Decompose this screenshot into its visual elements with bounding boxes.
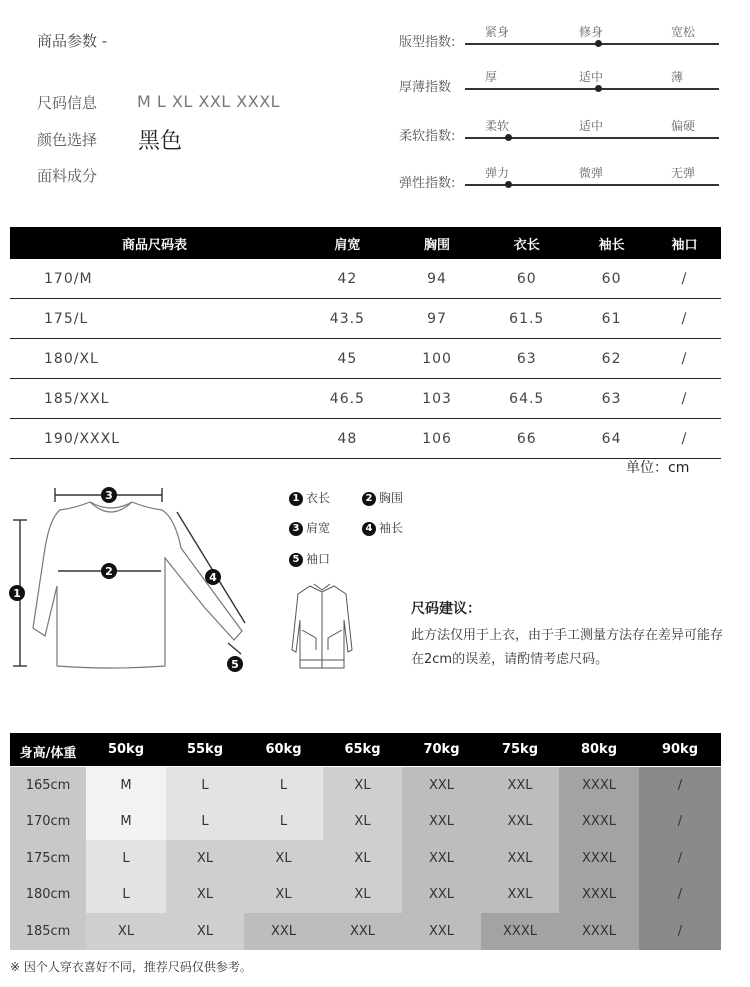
index-option: 柔软 <box>485 119 510 133</box>
fabric-label: 面料成分 <box>37 167 98 185</box>
index-label: 柔软指数: <box>399 129 456 144</box>
size-table-col-header: 衣长 <box>478 227 575 259</box>
table-cell: / <box>648 419 721 459</box>
index-marker-icon <box>505 181 512 188</box>
index-option: 紧身 <box>485 25 510 39</box>
table-cell: / <box>648 299 721 339</box>
recommend-cell: / <box>639 804 721 841</box>
params-title: 商品参数 - <box>37 32 108 50</box>
index-option: 适中 <box>579 119 604 133</box>
index-option: 宽松 <box>671 25 696 39</box>
index-track <box>465 137 719 139</box>
table-cell: 180/XL <box>10 339 299 379</box>
recommend-cell: XL <box>166 877 244 914</box>
index-marker-icon <box>505 134 512 141</box>
index-option: 弹力 <box>485 166 510 180</box>
index-option: 微弹 <box>579 166 604 180</box>
table-cell: 61.5 <box>478 299 575 339</box>
recommend-cell: L <box>166 804 244 841</box>
recommend-cell: XL <box>323 767 402 804</box>
marker-5-label: 5 <box>231 658 239 671</box>
table-cell: 61 <box>575 299 648 339</box>
marker-4-label: 4 <box>209 571 217 584</box>
recommend-corner-label: 身高/体重 <box>19 746 77 761</box>
recommend-cell: XL <box>323 877 402 914</box>
table-cell: 66 <box>478 419 575 459</box>
recommend-cell: L <box>166 767 244 804</box>
recommend-cell: XL <box>86 913 166 950</box>
recommend-cell: XXXL <box>559 767 639 804</box>
index-row <box>399 121 719 157</box>
legend-item-3: 3 肩宽 <box>289 519 330 536</box>
marker-1-label: 1 <box>13 587 21 600</box>
table-cell: 42 <box>299 259 396 299</box>
table-cell: 62 <box>575 339 648 379</box>
index-row <box>399 27 719 63</box>
color-label: 颜色选择 <box>37 131 98 149</box>
table-cell: 106 <box>396 419 479 459</box>
index-label: 厚薄指数 <box>399 80 452 95</box>
index-option: 修身 <box>579 25 604 39</box>
shirt-measure-diagram <box>5 478 275 678</box>
table-cell: / <box>648 379 721 419</box>
index-marker-icon <box>595 85 602 92</box>
recommend-cell: XXXL <box>559 877 639 914</box>
recommend-table-header <box>10 733 721 766</box>
height-label: 175cm <box>10 840 86 877</box>
table-cell: 45 <box>299 339 396 379</box>
recommend-cell: XL <box>166 913 244 950</box>
recommend-cell: XXL <box>402 877 481 914</box>
size-table-col-header: 商品尺码表 <box>10 227 299 259</box>
table-cell: 46.5 <box>299 379 396 419</box>
size-table <box>10 227 721 459</box>
table-row <box>10 339 721 379</box>
legend-item-1: 1 衣长 <box>289 489 330 506</box>
table-cell: 64.5 <box>478 379 575 419</box>
weight-header: 70kg <box>423 742 460 757</box>
weight-header: 65kg <box>344 742 381 757</box>
recommend-cell: / <box>639 913 721 950</box>
height-label: 180cm <box>10 877 86 914</box>
recommend-cell: L <box>86 840 166 877</box>
advice-text: 此方法仅用于上衣，由于手工测量方法存在差异可能存在2cm的误差，请酌情考虑尺码。 <box>411 628 724 667</box>
recommend-cell: XL <box>323 840 402 877</box>
recommend-cell: XXXL <box>559 804 639 841</box>
weight-header: 90kg <box>661 742 699 757</box>
size-table-col-header: 袖口 <box>648 227 721 259</box>
recommend-cell: XXL <box>402 913 481 950</box>
height-label: 165cm <box>10 767 86 804</box>
recommend-cell: XXXL <box>559 840 639 877</box>
legend-item-4: 4 袖长 <box>362 519 403 536</box>
index-option: 适中 <box>579 70 604 84</box>
recommend-cell: / <box>639 877 721 914</box>
jacket-icon <box>286 580 358 676</box>
recommend-cell: XL <box>244 840 323 877</box>
weight-header: 60kg <box>265 742 302 757</box>
size-info-label: 尺码信息 <box>37 94 98 112</box>
recommend-cell: XXL <box>402 840 481 877</box>
weight-header: 50kg <box>107 742 145 757</box>
index-option: 偏硬 <box>671 119 696 133</box>
height-label: 170cm <box>10 804 86 841</box>
recommend-cell: XXL <box>402 804 481 841</box>
index-track <box>465 184 719 186</box>
weight-header: 80kg <box>580 742 618 757</box>
table-cell: 103 <box>396 379 479 419</box>
size-table-col-header: 肩宽 <box>299 227 396 259</box>
table-cell: 170/M <box>10 259 299 299</box>
table-cell: 63 <box>478 339 575 379</box>
table-cell: 100 <box>396 339 479 379</box>
table-cell: 64 <box>575 419 648 459</box>
recommend-cell: XXL <box>481 767 559 804</box>
recommend-cell: XXL <box>481 877 559 914</box>
index-row <box>399 72 719 108</box>
table-cell: 63 <box>575 379 648 419</box>
legend-item-5: 5 袖口 <box>289 550 330 567</box>
table-row <box>10 419 721 459</box>
recommend-cell: XXXL <box>481 913 559 950</box>
table-row <box>10 299 721 339</box>
recommend-cell: XL <box>244 877 323 914</box>
table-cell: 94 <box>396 259 479 299</box>
index-label: 版型指数: <box>399 35 456 50</box>
recommend-cell: XXXL <box>559 913 639 950</box>
recommend-cell: XXL <box>244 913 323 950</box>
size-list: M L XL XXL XXXL <box>137 92 281 111</box>
table-cell: / <box>648 259 721 299</box>
recommend-cell: XXL <box>481 840 559 877</box>
index-option: 厚 <box>485 70 498 84</box>
index-option: 无弹 <box>671 166 696 180</box>
table-cell: 48 <box>299 419 396 459</box>
recommend-cell: / <box>639 767 721 804</box>
weight-header: 75kg <box>501 742 539 757</box>
marker-3-label: 3 <box>105 489 113 502</box>
table-cell: 43.5 <box>299 299 396 339</box>
index-track <box>465 43 719 45</box>
index-option: 薄 <box>671 70 684 84</box>
recommend-cell: XXL <box>323 913 402 950</box>
advice-title: 尺码建议： <box>411 601 481 617</box>
footnote: ※ 因个人穿衣喜好不同，推荐尺码仅供参考。 <box>10 960 252 974</box>
index-label: 弹性指数: <box>399 176 456 191</box>
index-row <box>399 168 719 204</box>
table-cell: 190/XXXL <box>10 419 299 459</box>
height-label: 185cm <box>10 913 86 950</box>
legend-item-2: 2 胸围 <box>362 489 403 506</box>
table-row <box>10 379 721 419</box>
marker-2-label: 2 <box>105 565 113 578</box>
recommend-cell: L <box>86 877 166 914</box>
recommend-cell: M <box>86 804 166 841</box>
table-cell: 60 <box>478 259 575 299</box>
table-cell: 60 <box>575 259 648 299</box>
color-value: 黑色 <box>138 129 183 154</box>
recommend-cell: XL <box>166 840 244 877</box>
recommend-cell: M <box>86 767 166 804</box>
table-cell: 175/L <box>10 299 299 339</box>
size-table-col-header: 袖长 <box>575 227 648 259</box>
table-cell: / <box>648 339 721 379</box>
recommend-cell: XL <box>323 804 402 841</box>
recommend-cell: XXL <box>402 767 481 804</box>
recommend-cell: / <box>639 840 721 877</box>
recommend-cell: XXL <box>481 804 559 841</box>
table-cell: 97 <box>396 299 479 339</box>
size-table-col-header: 胸围 <box>396 227 479 259</box>
size-table-header <box>10 227 721 259</box>
unit-label: 单位：cm <box>626 460 690 476</box>
recommend-cell: L <box>244 804 323 841</box>
table-row <box>10 259 721 299</box>
weight-header: 55kg <box>186 742 224 757</box>
index-marker-icon <box>595 40 602 47</box>
index-track <box>465 88 719 90</box>
table-cell: 185/XXL <box>10 379 299 419</box>
recommend-cell: L <box>244 767 323 804</box>
